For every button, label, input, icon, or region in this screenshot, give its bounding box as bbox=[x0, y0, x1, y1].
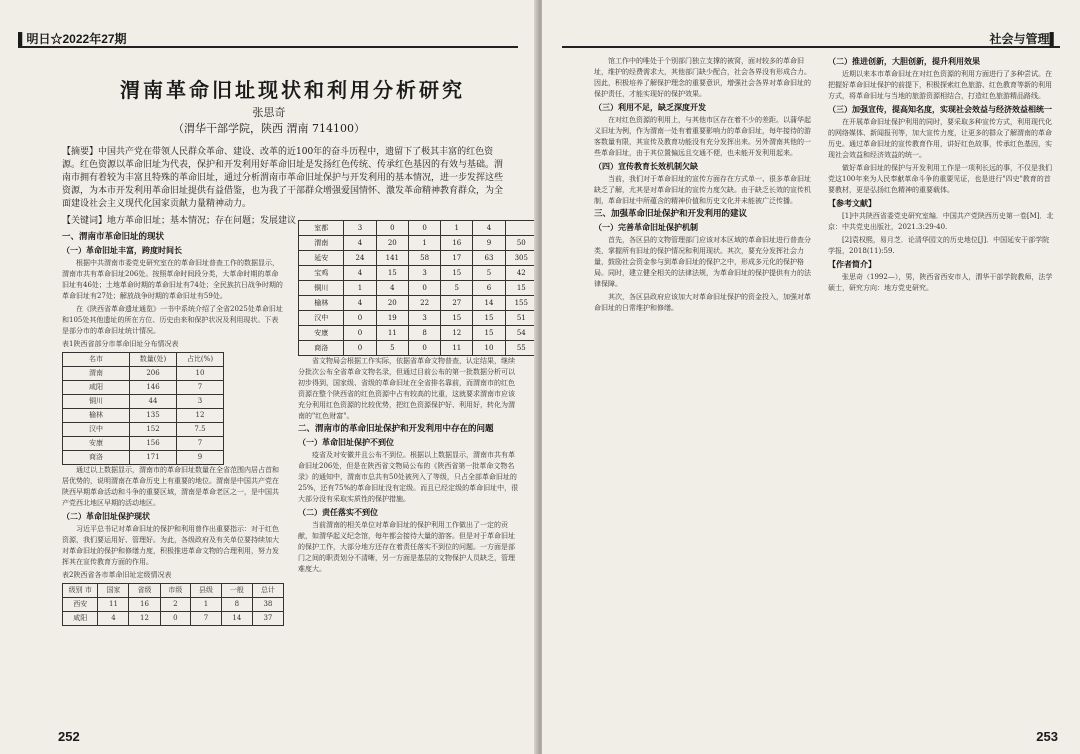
table-cell: 171 bbox=[130, 451, 177, 465]
table-cell: 4 bbox=[344, 296, 376, 311]
table-cell: 146 bbox=[130, 381, 177, 395]
table-cell: 市级 bbox=[160, 584, 191, 598]
table-cell: 咸阳 bbox=[63, 612, 98, 626]
paragraph: 省文物局会根据工作实际，依据省革命文物普查，认定结果，继续分批次公布全省革命文物名录，但通过目前公布的第一批数据分析可以初步得到，国家级、省级的革命旧址在全省排名靠前，而渭南市的红色资源在整个陕西省的红色资源中占有较高的比重，这就要求渭南市应该充分利用红色资源的比较优势，把红色资源保护好、利用好，转化为渭南的"红色财富"。 bbox=[298, 357, 515, 420]
paragraph: 做好革命旧址的保护与开发利用工作是一项利长远的事，不仅是我们党这100年来为人民奉献革命斗争的重要见证，也是进行"四史"教育的首要教材，更是弘扬红色精神的重要载体。 bbox=[828, 164, 1052, 194]
table-cell: 152 bbox=[130, 423, 177, 437]
table-cell: 10 bbox=[177, 367, 224, 381]
table-cell: 38 bbox=[252, 598, 283, 612]
author-affiliation: （渭华干部学院，陕西 渭南 714100） bbox=[173, 122, 365, 135]
table-cell: 4 bbox=[344, 266, 376, 281]
table-cell: 14 bbox=[221, 612, 252, 626]
table-cell: 3 bbox=[344, 221, 376, 236]
table-cell: 0 bbox=[344, 311, 376, 326]
subsection-heading: （二）责任落实不到位 bbox=[298, 507, 378, 517]
table-cell: 8 bbox=[409, 326, 441, 341]
table-cell: 44 bbox=[130, 395, 177, 409]
table-cell: 0 bbox=[409, 281, 441, 296]
table-row bbox=[63, 612, 284, 626]
table-cell: 1 bbox=[409, 236, 441, 251]
table-row bbox=[299, 326, 538, 341]
left-page bbox=[0, 0, 538, 754]
table-cell: 15 bbox=[441, 266, 473, 281]
table-cell: 5 bbox=[376, 341, 408, 356]
paragraph: 当前渭南的相关单位对革命旧址的保护利用工作做出了一定的贡献，如渭华起义纪念馆，每年都会接待大量的游客。但是对于革命旧址的保护工作，大部分地方还存在着责任落实不到位的问题。一方面是部门之间的职责划分不清晰，另一方面是基层的文物保护人员缺乏，管理难度大。 bbox=[298, 521, 515, 573]
table-cell: 305 bbox=[505, 251, 537, 266]
table-cell: 51 bbox=[505, 311, 537, 326]
paragraph: 首先，各区县的文物管理部门应该对本区域的革命旧址进行普查分类，掌握所有旧址的保护情况和利用现状。其次，要充分发挥社会力量，鼓励社会资金参与到革命旧址的保护之中，形成多元化的保护格局。同时，建立健全相关的法律法规，为革命旧址的保护提供有力的法律保障。 bbox=[594, 236, 811, 288]
table-cell: 12 bbox=[441, 326, 473, 341]
table-cell: 榆林 bbox=[299, 296, 344, 311]
table-row bbox=[63, 367, 224, 381]
author-bio-heading: 【作者简介】 bbox=[828, 259, 876, 269]
table-cell: 安康 bbox=[63, 437, 130, 451]
table-cell: 省级 bbox=[129, 584, 160, 598]
paragraph: 近期以来本市革命旧址在对红色资源的利用方面进行了多种尝试。在把握好革命旧址保护的前提下，积极探索红色旅游、红色教育等新的利用方式，将革命旧址与当地的旅游资源相结合，打造红色旅游精品路线。 bbox=[828, 70, 1052, 100]
left-column bbox=[62, 232, 284, 626]
table-cell: 9 bbox=[177, 451, 224, 465]
table-cell: 商洛 bbox=[299, 341, 344, 356]
abstract: 【摘要】中国共产党在带领人民群众革命、建设、改革的近100年的奋斗历程中，遗留下了极其丰富的红色资源。红色资源以革命旧址为代表，保护和开发利用好革命旧址是发扬红色传统、传承红色基因的有效与基础。渭南市拥有着较为丰富且特殊的革命旧址，通过分析渭南市革命旧址保护与开发利用的基本情况，进一步发挥这些资源，为本市开发利用革命旧址提供有益借鉴，也为我了干部群众增强爱国情怀、激发革命精神教育群众，为全面建设社会主义现代化国家贡献力量精神动力。 bbox=[62, 147, 504, 209]
paragraph: 其次，各区县政府应该加大对革命旧址保护的资金投入，加强对革命旧址的日常维护和修缮。 bbox=[594, 293, 811, 312]
paragraph: 习近平总书记对革命旧址的保护和利用曾作出重要指示：对于红色资源，我们要运用好、管理好。为此，各级政府及有关单位要持续加大对革命旧址的保护和修缮力度，积极推进革命文物的合理利用，努力发挥其在宣传教育方面的作用。 bbox=[62, 525, 279, 566]
table-cell: 24 bbox=[344, 251, 376, 266]
table-cell: 宝鸡 bbox=[299, 266, 344, 281]
table-cell: 54 bbox=[505, 326, 537, 341]
subsection-heading: （二）革命旧址保护现状 bbox=[62, 511, 150, 521]
table-cell: 0 bbox=[160, 612, 191, 626]
table2 bbox=[62, 583, 284, 626]
table-cell: 11 bbox=[376, 326, 408, 341]
table-cell: 11 bbox=[441, 341, 473, 356]
table-row bbox=[63, 409, 224, 423]
table-cell: 渭南 bbox=[63, 367, 130, 381]
table-row bbox=[299, 251, 538, 266]
table-cell: 16 bbox=[129, 598, 160, 612]
table-cell: 16 bbox=[441, 236, 473, 251]
table-cell: 7.5 bbox=[177, 423, 224, 437]
reference-item: [1]中共陕西省委党史研究室编．中国共产党陕西历史第一卷[M]．北京：中共党史出版社，2021.3:29-40. bbox=[828, 212, 1054, 231]
table-cell: 咸阳 bbox=[63, 381, 130, 395]
table-cell: 0 bbox=[376, 221, 408, 236]
table-row bbox=[299, 221, 538, 236]
running-head-left: ▌明日☆2022年27期 bbox=[18, 32, 127, 46]
table-cell: 1 bbox=[344, 281, 376, 296]
table-cell: 4 bbox=[344, 236, 376, 251]
table-cell: 总计 bbox=[252, 584, 283, 598]
table-header: 数量(处) bbox=[130, 353, 177, 367]
table-cell: 17 bbox=[441, 251, 473, 266]
right-column-left-page bbox=[298, 356, 520, 577]
table-cell: 20 bbox=[376, 236, 408, 251]
table-cell: 135 bbox=[130, 409, 177, 423]
table-cell: 室都 bbox=[299, 221, 344, 236]
table-cell: 19 bbox=[376, 311, 408, 326]
table-cell: 2 bbox=[160, 598, 191, 612]
table-row bbox=[299, 281, 538, 296]
table-cell: 206 bbox=[130, 367, 177, 381]
table-cell: 7 bbox=[191, 612, 222, 626]
table-row bbox=[299, 296, 538, 311]
table-cell: 4 bbox=[376, 281, 408, 296]
references-heading: 【参考文献】 bbox=[828, 198, 876, 208]
table-cell: 延安 bbox=[299, 251, 344, 266]
table-cell: 155 bbox=[505, 296, 537, 311]
table-row bbox=[63, 598, 284, 612]
header-rule bbox=[562, 46, 1060, 48]
page-number-right: 253 bbox=[1036, 729, 1058, 744]
right-page-column-2 bbox=[828, 56, 1054, 296]
table-cell: 渭南 bbox=[299, 236, 344, 251]
table-cell: 37 bbox=[252, 612, 283, 626]
table-cell: 12 bbox=[177, 409, 224, 423]
table-cell: 50 bbox=[505, 236, 537, 251]
table3 bbox=[298, 220, 538, 356]
section-heading: 一、渭南市革命旧址的现状 bbox=[62, 232, 165, 242]
table-cell: 3 bbox=[409, 311, 441, 326]
table-cell: 国家 bbox=[98, 584, 129, 598]
subsection-heading: （四）宣传教育长效机制欠缺 bbox=[594, 161, 698, 171]
table-cell: 156 bbox=[130, 437, 177, 451]
keywords: 【关键词】地方革命旧址；基本情况；存在问题；发展建议 bbox=[62, 216, 297, 226]
table-cell: 0 bbox=[409, 221, 441, 236]
table-cell: 15 bbox=[473, 326, 505, 341]
table-row bbox=[63, 423, 224, 437]
header-rule bbox=[18, 46, 518, 48]
table-cell: 0 bbox=[344, 326, 376, 341]
right-page-column-1 bbox=[594, 56, 816, 316]
table-cell: 8 bbox=[221, 598, 252, 612]
table-row bbox=[63, 395, 224, 409]
table-cell: 3 bbox=[177, 395, 224, 409]
subsection-heading: （三）利用不足，缺乏深度开发 bbox=[594, 102, 706, 112]
table-cell: 15 bbox=[441, 311, 473, 326]
paragraph: 疫省及对安徽并且公布不到位。根据以上数据显示，渭南市共有革命旧址206处，但是在陕西省文物局公布的《陕西省第一批革命文物名录》的通知中，渭南市总共有50处被列入了等级，只占全部革命旧址的25%，还有75%的革命旧址没有定级。而且已经定级的革命旧址中，很大部分没有采取实质性的保护措施。 bbox=[298, 451, 519, 503]
subsection-heading: （二）推进创新，大胆创新，提升利用效果 bbox=[828, 56, 980, 66]
table-row bbox=[299, 341, 538, 356]
paragraph: 在《陕西省革命遗址通览》一书中系统介绍了全省2025处革命旧址和105处其他遗址的所在方位、历史由来和保护状况及利用现状。下表是部分市的革命旧址统计情况。 bbox=[62, 305, 283, 335]
author-name: 张思奇 bbox=[252, 106, 286, 119]
running-head-right: 社会与管理▌ bbox=[989, 32, 1058, 46]
table-cell: 20 bbox=[376, 296, 408, 311]
table-cell: 县级 bbox=[191, 584, 222, 598]
table-cell: 14 bbox=[473, 296, 505, 311]
right-page bbox=[542, 0, 1080, 754]
table-cell: 15 bbox=[505, 281, 537, 296]
table-cell: 6 bbox=[473, 281, 505, 296]
table-cell: 0 bbox=[344, 341, 376, 356]
table-cell: 铜川 bbox=[63, 395, 130, 409]
paragraph: 通过以上数据显示，渭南市的革命旧址数量在全省范围内居占首和居优势的，说明渭南在革命历史上有重要的地位。渭南是中国共产党在陕西早期革命活动和斗争的重要区域，渭南是革命老区之一，是中国共产党西北地区早期的活动地区。 bbox=[62, 466, 279, 507]
table-cell: 22 bbox=[409, 296, 441, 311]
table-cell: 1 bbox=[191, 598, 222, 612]
table-cell: 55 bbox=[505, 341, 537, 356]
table-cell: 铜川 bbox=[299, 281, 344, 296]
table-cell: 42 bbox=[505, 266, 537, 281]
table-cell: 汉中 bbox=[63, 423, 130, 437]
table-cell: 5 bbox=[473, 266, 505, 281]
paragraph: 在对红色资源的利用上，与其他市区存在着不少的差距。以蒲华起义旧址为例，作为渭南一处有着重要影响力的革命旧址，每年接待的游客数量有限，其宣传及教育功能没有充分发挥出来。另外渭南其他的一些革命旧址，由于其位置偏远且交通不便，也未能开发利用起来。 bbox=[594, 116, 811, 157]
table-row bbox=[299, 236, 538, 251]
table-header: 名市 bbox=[63, 353, 130, 367]
table-cell: 4 bbox=[98, 612, 129, 626]
table-cell: 1 bbox=[441, 221, 473, 236]
table-cell: 4 bbox=[473, 221, 505, 236]
table-cell: 141 bbox=[376, 251, 408, 266]
table1 bbox=[62, 352, 224, 465]
table1-caption: 表1陕西省部分市革命旧址分布情况表 bbox=[62, 340, 179, 348]
section-heading: 二、渭南市的革命旧址保护和开发利用中存在的问题 bbox=[298, 424, 494, 434]
table-cell: 安康 bbox=[299, 326, 344, 341]
table-row bbox=[63, 437, 224, 451]
table-cell: 58 bbox=[409, 251, 441, 266]
table-header: 级别 市 bbox=[63, 584, 98, 598]
table2-caption: 表2陕西省各市革命旧址定级情况表 bbox=[62, 571, 172, 579]
table-cell: 一般 bbox=[221, 584, 252, 598]
paragraph: 在开展革命旧址保护利用的同时，要采取多种宣传方式，利用现代化的网络媒体、新闻报刊等，加大宣传力度，让更多的群众了解渭南的革命历史。通过革命旧址的宣传教育作用，讲好红色故事，传承红色基因，实现社会效益和经济效益的统一。 bbox=[828, 118, 1052, 159]
reference-item: [2]袁权熙，易月芝．论清华园文的历史地位[J]．中国延安干部学院学报，2018(11):59. bbox=[828, 236, 1050, 255]
table-cell: 5 bbox=[441, 281, 473, 296]
article-title: 渭南革命旧址现状和利用分析研究 bbox=[120, 78, 465, 102]
table-row bbox=[299, 266, 538, 281]
table-cell: 11 bbox=[98, 598, 129, 612]
table-cell: 汉中 bbox=[299, 311, 344, 326]
section-heading: 三、加强革命旧址保护和开发利用的建议 bbox=[594, 209, 748, 219]
table-cell: 3 bbox=[409, 266, 441, 281]
table-cell: 10 bbox=[473, 341, 505, 356]
table-cell: 7 bbox=[177, 381, 224, 395]
table-row bbox=[63, 451, 224, 465]
table-cell bbox=[505, 221, 537, 236]
table-cell: 15 bbox=[473, 311, 505, 326]
table-cell: 9 bbox=[473, 236, 505, 251]
table-cell: 27 bbox=[441, 296, 473, 311]
table-row bbox=[299, 311, 538, 326]
paragraph: 根据中共渭南市委党史研究室在的革命旧址普查工作的数据显示，渭南市共有革命旧址206处。按照革命时间段分类，大革命时期的革命旧址有46处；土地革命时期的革命旧址有74处；全民族抗日战争时期的革命旧址有27处；解放战争时期的革命旧址有59处。 bbox=[62, 259, 283, 300]
author-bio: 张思奇（1992—），男，陕西省西安市人，渭华干部学院教师，法学硕士，研究方向：地方党史研究。 bbox=[828, 273, 1053, 292]
subsection-heading: （三）加强宣传，提高知名度，实现社会效益与经济效益相统一 bbox=[828, 104, 1052, 114]
table-cell: 榆林 bbox=[63, 409, 130, 423]
page-number-left: 252 bbox=[58, 729, 80, 744]
table-header: 占比(%) bbox=[177, 353, 224, 367]
table-cell: 商洛 bbox=[63, 451, 130, 465]
table-cell: 7 bbox=[177, 437, 224, 451]
paragraph: 当前，我们对于革命旧址的宣传方面存在方式单一、很多革命旧址缺乏了解，尤其是对革命旧址的宣传力度欠缺。由于缺乏长效的宣传机制，革命旧址中所蕴含的精神价值和历史文化并未能被广泛传播。 bbox=[594, 175, 811, 205]
subsection-heading: （一）革命旧址保护不到位 bbox=[298, 437, 394, 447]
subsection-heading: （一）革命旧址丰富，跨度时间长 bbox=[62, 245, 182, 255]
table-cell: 63 bbox=[473, 251, 505, 266]
table-cell: 西安 bbox=[63, 598, 98, 612]
table-row bbox=[63, 381, 224, 395]
paragraph: 馆工作中的唯处于个别部门独立支撑的被窝，面对较多的革命旧址，维护的经费需求大，其他部门缺少配合，社会各界没有形成合力。因此，积极培养了解保护理念的重要意识，增强社会各界对革命旧址的保护责任，才能实现好的保护效果。 bbox=[594, 57, 811, 98]
table-cell: 12 bbox=[129, 612, 160, 626]
subsection-heading: （一）完善革命旧址保护机制 bbox=[594, 222, 698, 232]
table-cell: 0 bbox=[409, 341, 441, 356]
table-cell: 15 bbox=[376, 266, 408, 281]
